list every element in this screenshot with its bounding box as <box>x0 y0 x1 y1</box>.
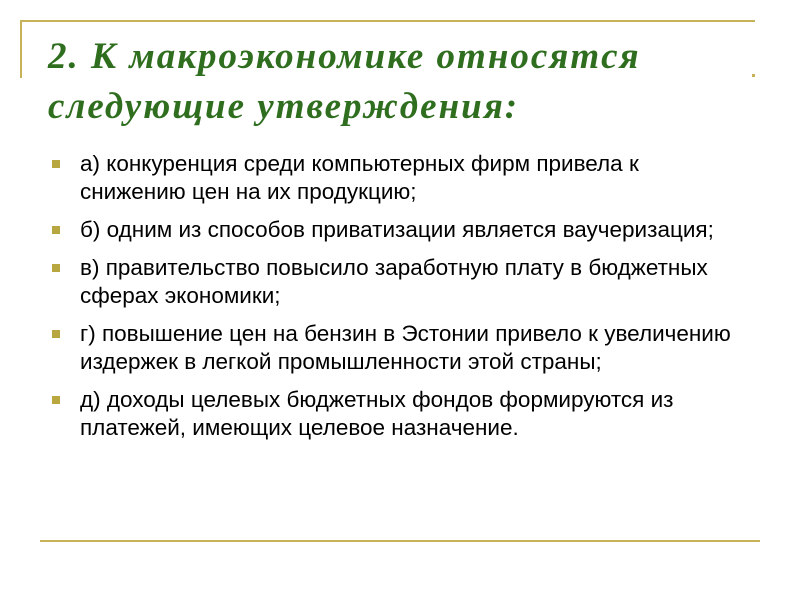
square-bullet-icon <box>52 330 60 338</box>
statement-list <box>50 150 750 452</box>
list-item-text: б) одним из способов приватизации является ваучеризация; <box>80 217 714 242</box>
list-item <box>50 216 750 244</box>
square-bullet-icon <box>52 264 60 272</box>
list-item-text: а) конкуренция среди компьютерных фирм привела к снижению цен на их продукцию; <box>80 151 639 204</box>
list-item <box>50 386 750 442</box>
list-item <box>50 320 750 376</box>
list-item <box>50 150 750 206</box>
list-item-text: г) повышение цен на бензин в Эстонии привело к увеличению издержек в легкой промышленности этой страны; <box>80 321 731 374</box>
slide-title: 2. К макроэкономике относятся следующие утверждения: <box>48 36 641 127</box>
square-bullet-icon <box>52 226 60 234</box>
frame-top-line <box>20 20 755 22</box>
list-item-text: д) доходы целевых бюджетных фондов формируются из платежей, имеющих целевое назначение. <box>80 387 674 440</box>
frame-left-line <box>20 20 22 78</box>
square-bullet-icon <box>52 160 60 168</box>
frame-bottom-line <box>40 540 760 542</box>
square-bullet-icon <box>52 396 60 404</box>
list-item <box>50 254 750 310</box>
list-item-text: в) правительство повысило заработную плату в бюджетных сферах экономики; <box>80 255 708 308</box>
